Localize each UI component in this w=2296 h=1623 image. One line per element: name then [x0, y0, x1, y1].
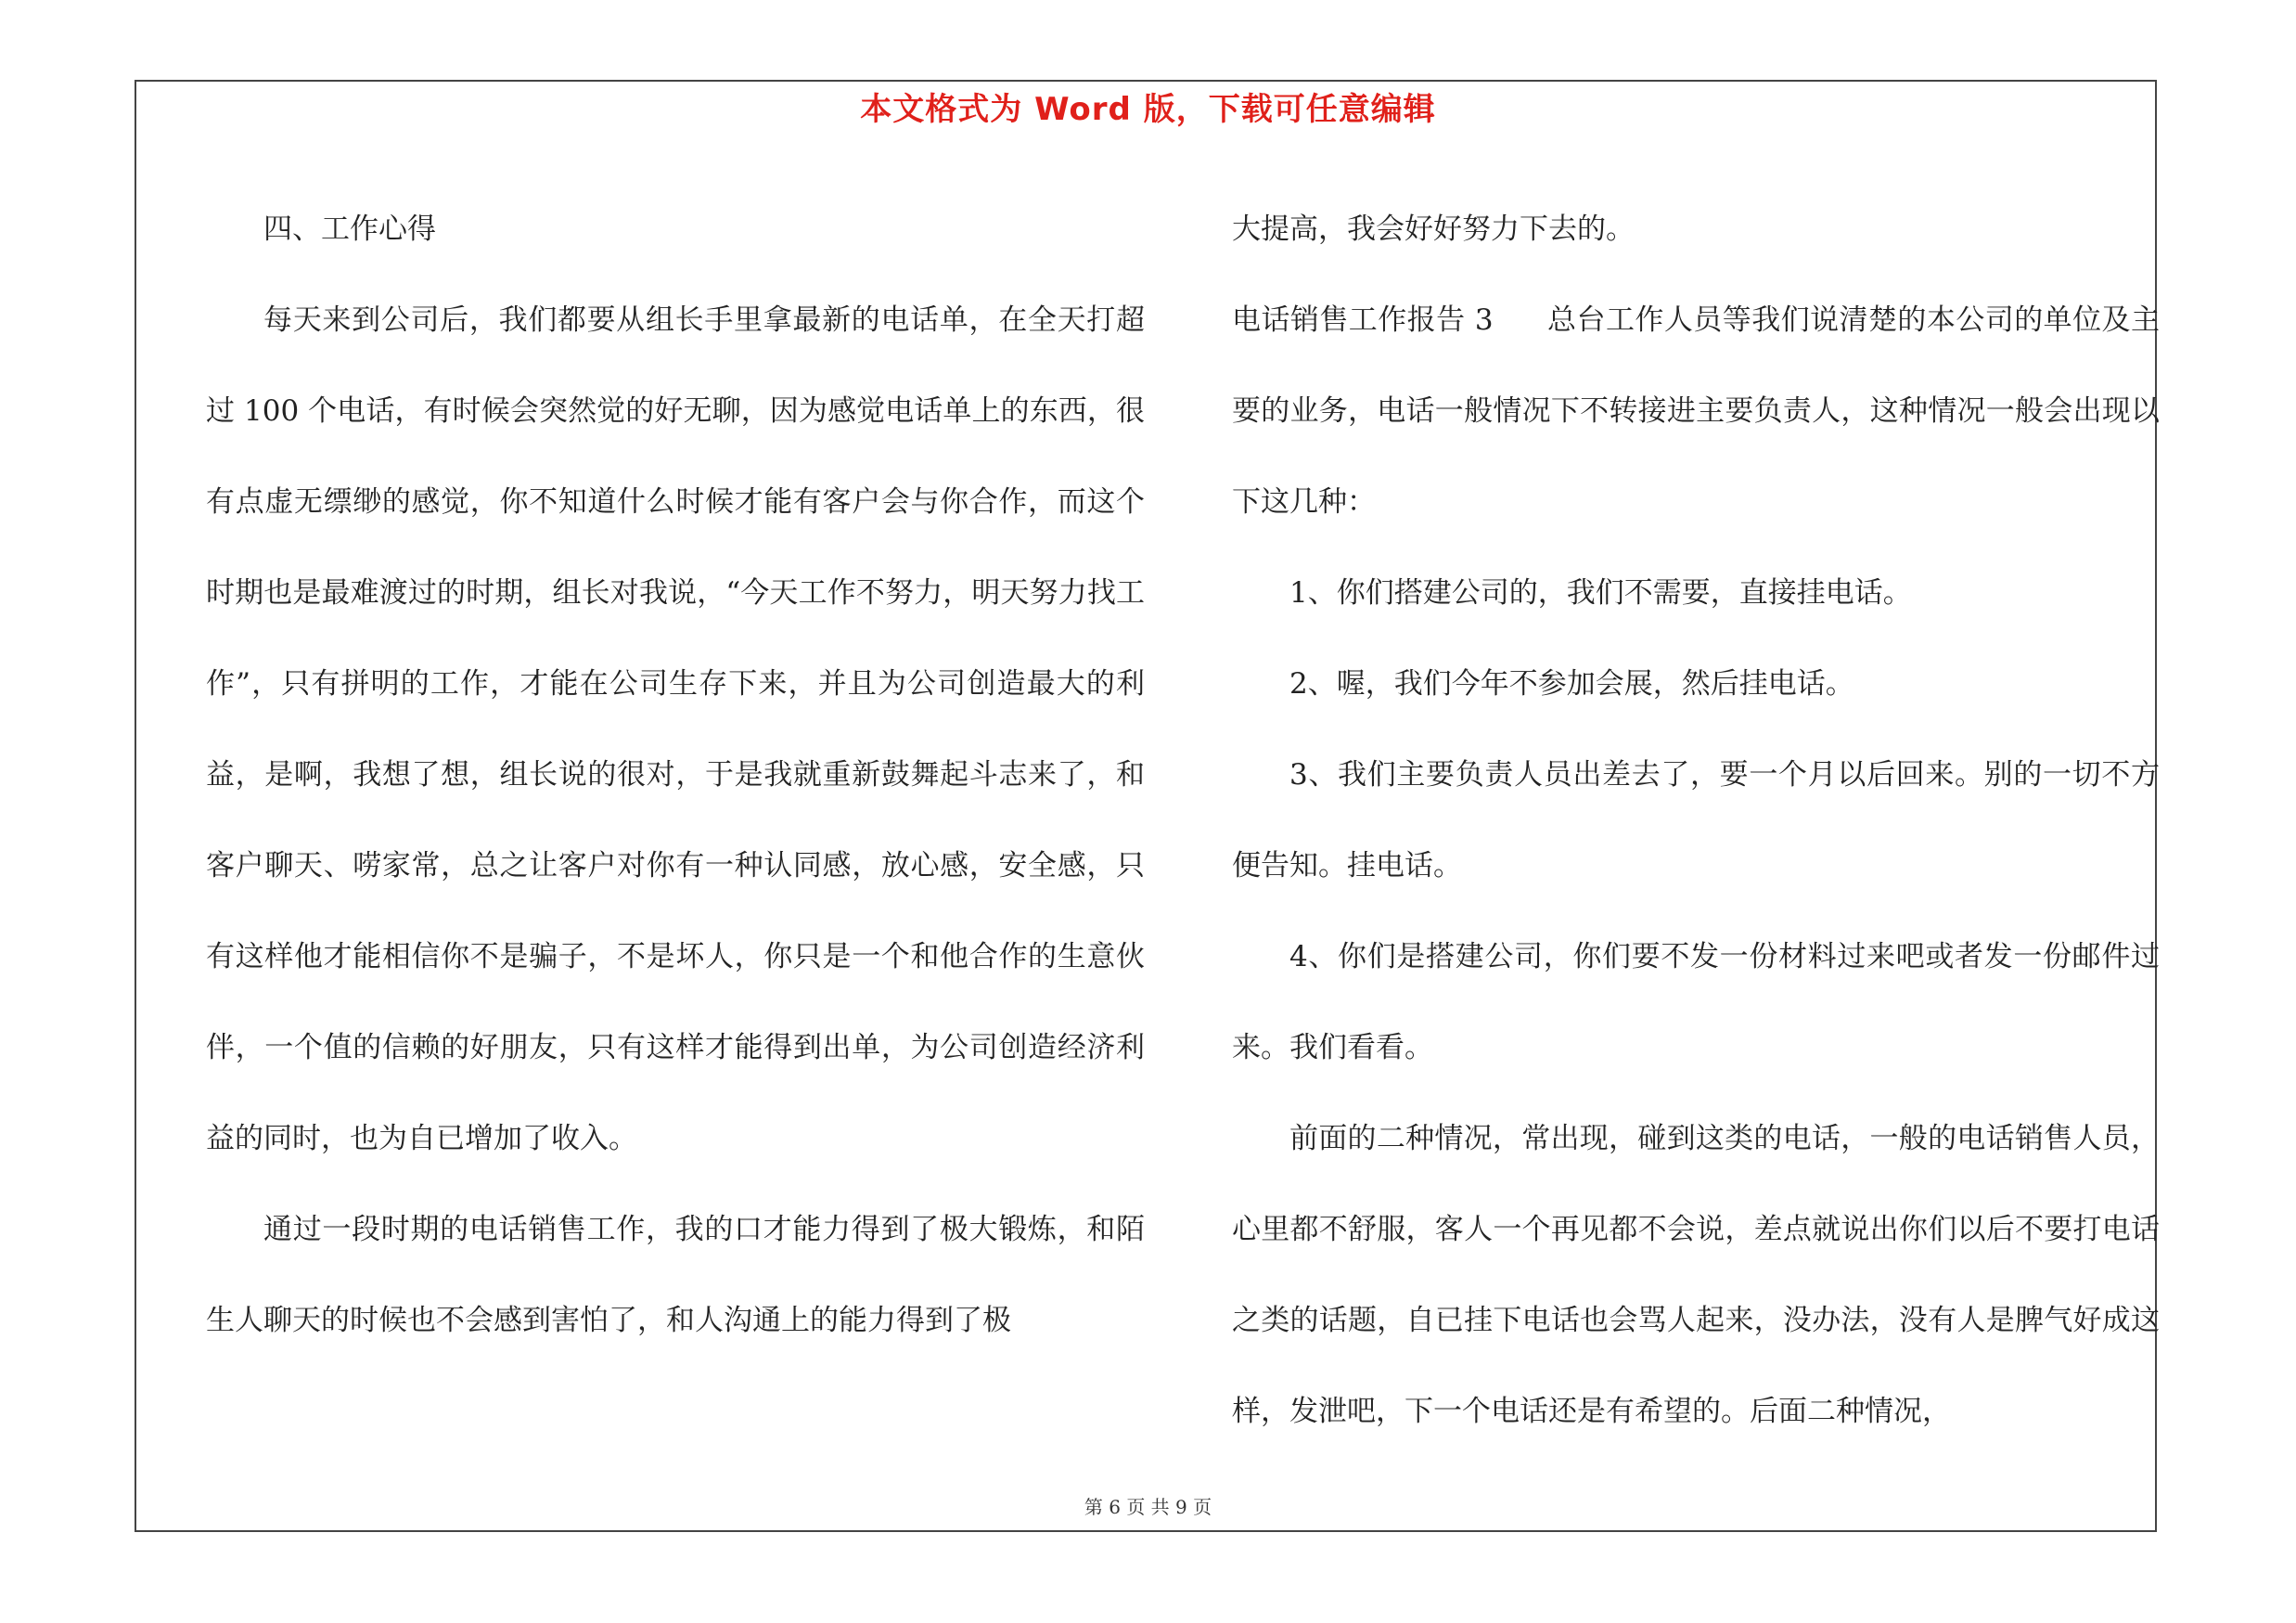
list-item: 4、你们是搭建公司，你们要不发一份材料过来吧或者发一份邮件过来。我们看看。 [1232, 940, 2160, 1064]
page-number: 第 6 页 共 9 页 [1084, 1496, 1212, 1518]
list-item: 1、你们搭建公司的，我们不需要，直接挂电话。 [1289, 576, 1912, 610]
list-item: 3、我们主要负责人员出差去了，要一个月以后回来。别的一切不方便告知。挂电话。 [1232, 758, 2160, 882]
report-title: 电话销售工作报告 3 [1232, 303, 1494, 337]
right-column [1232, 184, 2160, 1457]
report-intro: 总台工作人员等我们说清楚的本公司的单位及主要的业务，电话一般情况下不转接进主要负责人，这种情况一般会出现以下这几种： [1232, 303, 2161, 519]
continued-paragraph: 大提高，我会好好努力下去的。 [1232, 213, 1635, 246]
body-paragraph: 通过一段时期的电话销售工作，我的口才能力得到了极大锻炼，和陌生人聊天的时候也不会感到害怕了，和人沟通上的能力得到了极 [206, 1213, 1145, 1337]
list-item: 2、喔，我们今年不参加会展，然后挂电话。 [1289, 667, 1854, 701]
format-banner: 本文格式为 Word 版，下载可任意编辑 [860, 91, 1436, 128]
body-paragraph: 前面的二种情况，常出现，碰到这类的电话，一般的电话销售人员，心里都不舒服，客人一个再见都不会说，差点就说出你们以后不要打电话之类的话题，自已挂下电话也会骂人起来，没办法，没有人是脾气好成这样，发泄吧，下一个电话还是有希望的。后面二种情况， [1232, 1122, 2160, 1428]
report-paragraph [1232, 275, 2160, 547]
left-column [206, 184, 1145, 1366]
section-heading: 四、工作心得 [263, 213, 436, 246]
body-paragraph: 每天来到公司后，我们都要从组长手里拿最新的电话单，在全天打超过 100 个电话，有时候会突然觉的好无聊，因为感觉电话单上的东西，很有点虚无缥缈的感觉，你不知道什么时候才能有客户会与你合作，而这个时期也是最难渡过的时期，组长对我说，“今天工作不努力，明天努力找工作”，只有拼明的工作，才能在公司生存下来，并且为公司创造最大的利益，是啊，我想了想，组长说的很对，于是我就重新鼓舞起斗志来了，和客户聊天、唠家常，总之让客户对你有一种认同感，放心感，安全感，只有这样他才能相信你不是骗子，不是坏人，你只是一个和他合作的生意伙伴，一个值的信赖的好朋友，只有这样才能得到出单，为公司创造经济利益的同时，也为自已增加了收入。 [206, 303, 1145, 1155]
